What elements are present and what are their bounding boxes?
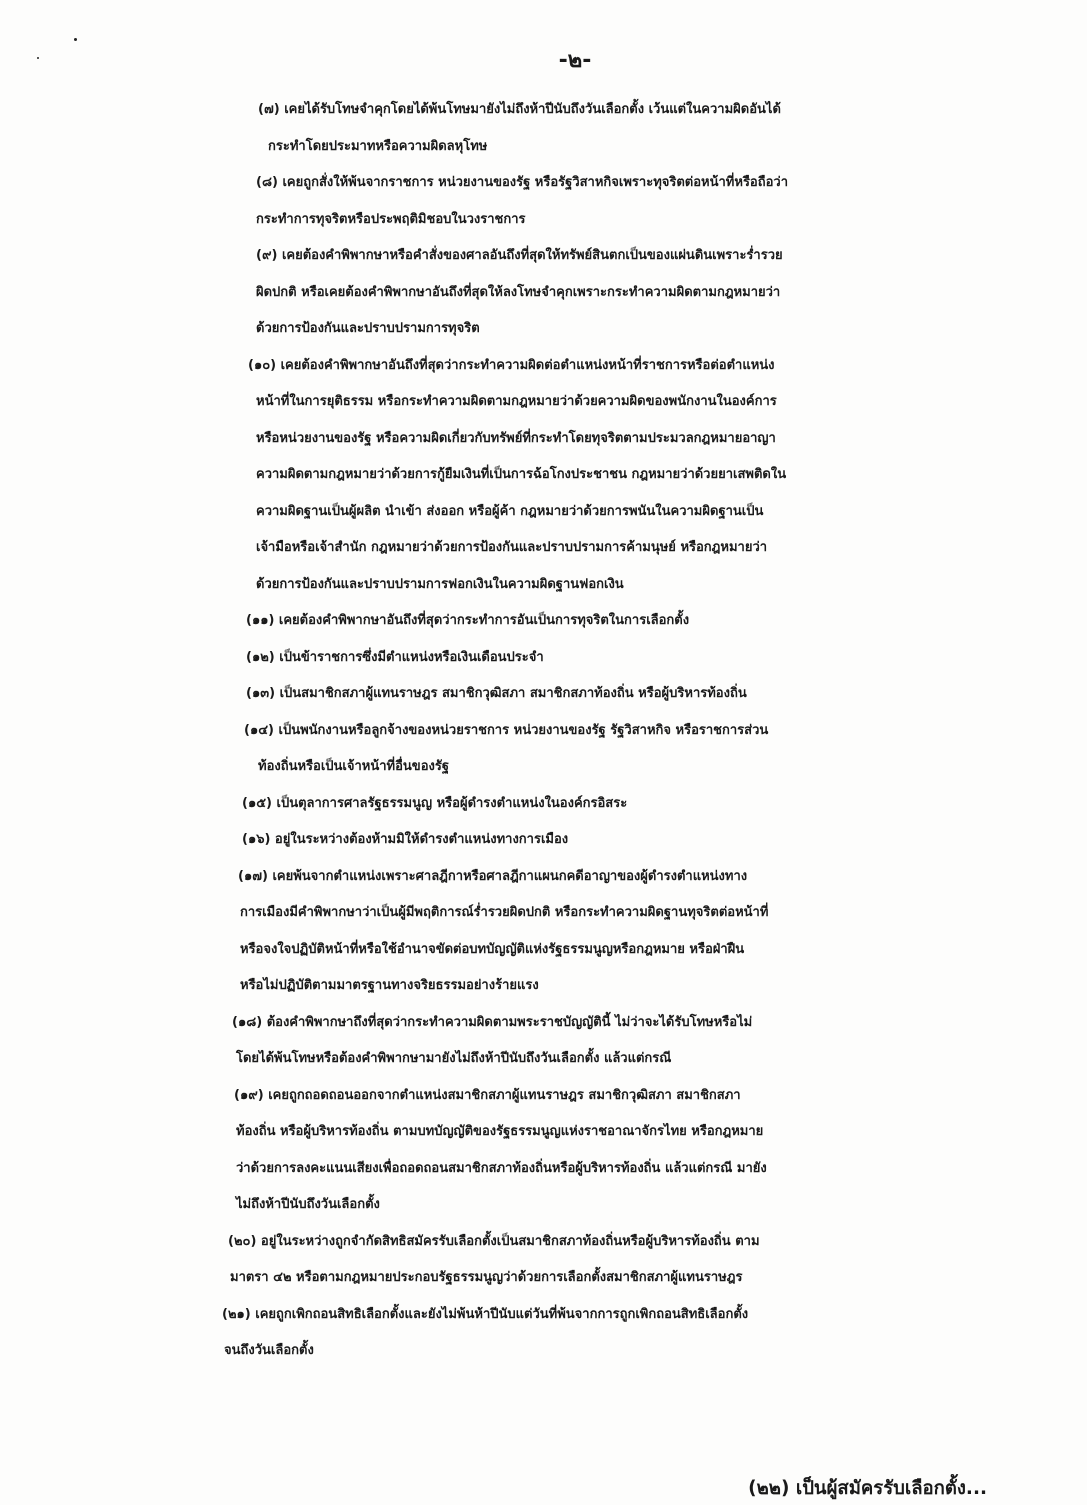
list-item [0, 1297, 1087, 1370]
item-text: เคยถูกเพิกถอนสิทธิเลือกตั้งและยังไม่พ้นห้าปีนับแต่วันที่พ้นจากการถูกเพิกถอนสิทธิเลือกตั้ง [255, 1306, 749, 1322]
item-line [0, 1297, 1087, 1334]
item-text: เคยพ้นจากตำแหน่งเพราะศาลฎีกาหรือศาลฎีกาแผนกคดีอาญาของผู้ดำรงตำแหน่งทาง [272, 868, 748, 884]
scan-speck [74, 38, 77, 41]
item-line [0, 713, 1087, 750]
list-item [0, 1005, 1087, 1078]
item-line: ว่าด้วยการลงคะแนนเสียงเพื่อถอดถอนสมาชิกสภาท้องถิ่นหรือผู้บริหารท้องถิ่น แล้วแต่กรณี มายัง [236, 1160, 767, 1176]
item-line: ผิดปกติ หรือเคยต้องคำพิพากษาอันถึงที่สุดให้ลงโทษจำคุกเพราะกระทำความผิดตามกฎหมายว่า [256, 284, 781, 300]
list-item [0, 676, 1087, 713]
item-marker: (๒๑) [222, 1306, 251, 1322]
item-line [0, 165, 1087, 202]
item-line [0, 1005, 1087, 1042]
item-line: ความผิดตามกฎหมายว่าด้วยการกู้ยืมเงินที่เป็นการฉ้อโกงประชาชน กฎหมายว่าด้วยยาเสพติดใน [256, 467, 787, 482]
list-item [0, 92, 1087, 165]
page-number: -๒- [558, 48, 592, 73]
item-text: เคยต้องคำพิพากษาอันถึงที่สุดว่ากระทำความผิดต่อตำแหน่งหน้าที่ราชการหรือต่อตำแหน่ง [280, 357, 775, 373]
list-item [0, 859, 1087, 1005]
item-line: โดยได้พ้นโทษหรือต้องคำพิพากษามายังไม่ถึงห้าปีนับถึงวันเลือกตั้ง แล้วแต่กรณี [236, 1051, 672, 1066]
item-line [0, 348, 1087, 385]
item-text: เคยต้องคำพิพากษาหรือคำสั่งของศาลอันถึงที่สุดให้ทรัพย์สินตกเป็นของแผ่นดินเพราะร่ำรวย [281, 248, 783, 263]
item-text: เคยได้รับโทษจำคุกโดยได้พ้นโทษมายังไม่ถึงห้าปีนับถึงวันเลือกตั้ง เว้นแต่ในความผิดอันได้ [284, 102, 781, 117]
item-marker: (๑๐) [248, 357, 277, 373]
item-line [0, 822, 1087, 859]
item-text: เป็นตุลาการศาลรัฐธรรมนูญ หรือผู้ดำรงตำแหน่งในองค์กรอิสระ [276, 795, 628, 811]
item-line: หรือหน่วยงานของรัฐ หรือความผิดเกี่ยวกับทรัพย์ที่กระทำโดยทุจริตตามประมวลกฎหมายอาญา [256, 430, 776, 446]
list-item [0, 603, 1087, 640]
list-item [0, 165, 1087, 238]
item-marker: (๑๑) [246, 613, 275, 628]
list-item [0, 238, 1087, 348]
item-line: มาตรา ๔๒ หรือตามกฎหมายประกอบรัฐธรรมนูญว่าด้วยการเลือกตั้งสมาชิกสภาผู้แทนราษฎร [230, 1270, 743, 1285]
list-item [0, 1078, 1087, 1224]
item-line [0, 676, 1087, 713]
item-line: ท้องถิ่น หรือผู้บริหารท้องถิ่น ตามบทบัญญัติของรัฐธรรมนูญแห่งราชอาณาจักรไทย หรือกฎหมาย [236, 1124, 764, 1139]
list-item [0, 713, 1087, 786]
item-marker: (๑๗) [238, 868, 268, 884]
item-line [0, 603, 1087, 640]
item-line: ความผิดฐานเป็นผู้ผลิต นำเข้า ส่งออก หรือผู้ค้า กฎหมายว่าด้วยการพนันในความผิดฐานเป็น [256, 503, 764, 519]
item-marker: (๑๔) [244, 722, 274, 738]
item-marker: (๑๖) [242, 832, 271, 847]
item-marker: (๑๕) [242, 795, 272, 811]
item-line: ไม่ถึงห้าปีนับถึงวันเลือกตั้ง [236, 1197, 380, 1212]
item-line: เจ้ามือหรือเจ้าสำนัก กฎหมายว่าด้วยการป้องกันและปราบปรามการค้ามนุษย์ หรือกฎหมายว่า [256, 540, 768, 555]
item-line [0, 92, 1087, 129]
item-text: อยู่ในระหว่างต้องห้ามมิให้ดำรงตำแหน่งทางการเมือง [274, 832, 569, 847]
item-line: ด้วยการป้องกันและปราบปรามการฟอกเงินในความผิดฐานฟอกเงิน [256, 576, 624, 592]
item-line: หน้าที่ในการยุติธรรม หรือกระทำความผิดตามกฎหมายว่าด้วยความผิดของพนักงานในองค์การ [256, 394, 777, 409]
item-line: กระทำการทุจริตหรือประพฤติมิชอบในวงราชการ [256, 211, 526, 227]
item-text: เคยถูกสั่งให้พ้นจากราชการ หน่วยงานของรัฐ หรือรัฐวิสาหกิจเพราะทุจริตต่อหน้าที่หรือถือว่า [282, 175, 789, 190]
item-line [0, 640, 1087, 677]
item-marker: (๑๒) [246, 649, 275, 665]
item-line [0, 238, 1087, 275]
item-text: ต้องคำพิพากษาถึงที่สุดว่ากระทำความผิดตามพระราชบัญญัตินี้ ไม่ว่าจะได้รับโทษหรือไม่ [266, 1014, 753, 1030]
item-marker: (๒๐) [228, 1233, 257, 1249]
item-text: เคยต้องคำพิพากษาอันถึงที่สุดว่ากระทำการอันเป็นการทุจริตในการเลือกตั้ง [278, 613, 690, 628]
next-page-continuation: (๒๒) เป็นผู้สมัครรับเลือกตั้ง... [748, 1478, 987, 1499]
item-line: ท้องถิ่นหรือเป็นเจ้าหน้าที่อื่นของรัฐ [258, 759, 450, 774]
item-marker: (๗) [258, 102, 280, 117]
item-line [0, 1224, 1087, 1261]
item-marker: (๑๓) [246, 686, 276, 701]
item-text: เคยถูกถอดถอนออกจากตำแหน่งสมาชิกสภาผู้แทนราษฎร สมาชิกวุฒิสภา สมาชิกสภา [268, 1087, 741, 1103]
item-marker: (๘) [256, 175, 278, 190]
list-item [0, 640, 1087, 677]
item-text: เป็นพนักงานหรือลูกจ้างของหน่วยราชการ หน่วยงานของรัฐ รัฐวิสาหกิจ หรือราชการส่วน [278, 722, 769, 738]
list-item [0, 786, 1087, 823]
item-line: หรือไม่ปฏิบัติตามมาตรฐานทางจริยธรรมอย่างร้ายแรง [240, 978, 539, 993]
item-line: จนถึงวันเลือกตั้ง [224, 1343, 314, 1358]
item-line: ด้วยการป้องกันและปราบปรามการทุจริต [256, 321, 480, 336]
item-line [0, 1078, 1087, 1115]
item-line: หรือจงใจปฏิบัติหน้าที่หรือใช้อำนาจขัดต่อบทบัญญัติแห่งรัฐธรรมนูญหรือกฎหมาย หรือฝ่าฝืน [240, 941, 745, 957]
item-line: กระทำโดยประมาทหรือความผิดลหุโทษ [268, 138, 488, 154]
item-marker: (๑๘) [232, 1014, 263, 1030]
list-item [0, 822, 1087, 859]
item-line [0, 859, 1087, 896]
item-marker: (๙) [256, 248, 278, 263]
list-item [0, 1224, 1087, 1297]
item-text: เป็นข้าราชการซึ่งมีตำแหน่งหรือเงินเดือนประจำ [279, 649, 544, 665]
item-list [0, 92, 1087, 1370]
item-text: อยู่ในระหว่างถูกจำกัดสิทธิสมัครรับเลือกตั้งเป็นสมาชิกสภาท้องถิ่นหรือผู้บริหารท้องถิ่น ตาม [260, 1233, 760, 1249]
item-line [0, 786, 1087, 823]
list-item [0, 348, 1087, 604]
item-marker: (๑๙) [234, 1087, 264, 1103]
item-line: การเมืองมีคำพิพากษาว่าเป็นผู้มีพฤติการณ์ร่ำรวยผิดปกติ หรือกระทำความผิดฐานทุจริตต่อหน้าที่ [240, 905, 769, 920]
item-text: เป็นสมาชิกสภาผู้แทนราษฎร สมาชิกวุฒิสภา สมาชิกสภาท้องถิ่น หรือผู้บริหารท้องถิ่น [279, 686, 747, 701]
